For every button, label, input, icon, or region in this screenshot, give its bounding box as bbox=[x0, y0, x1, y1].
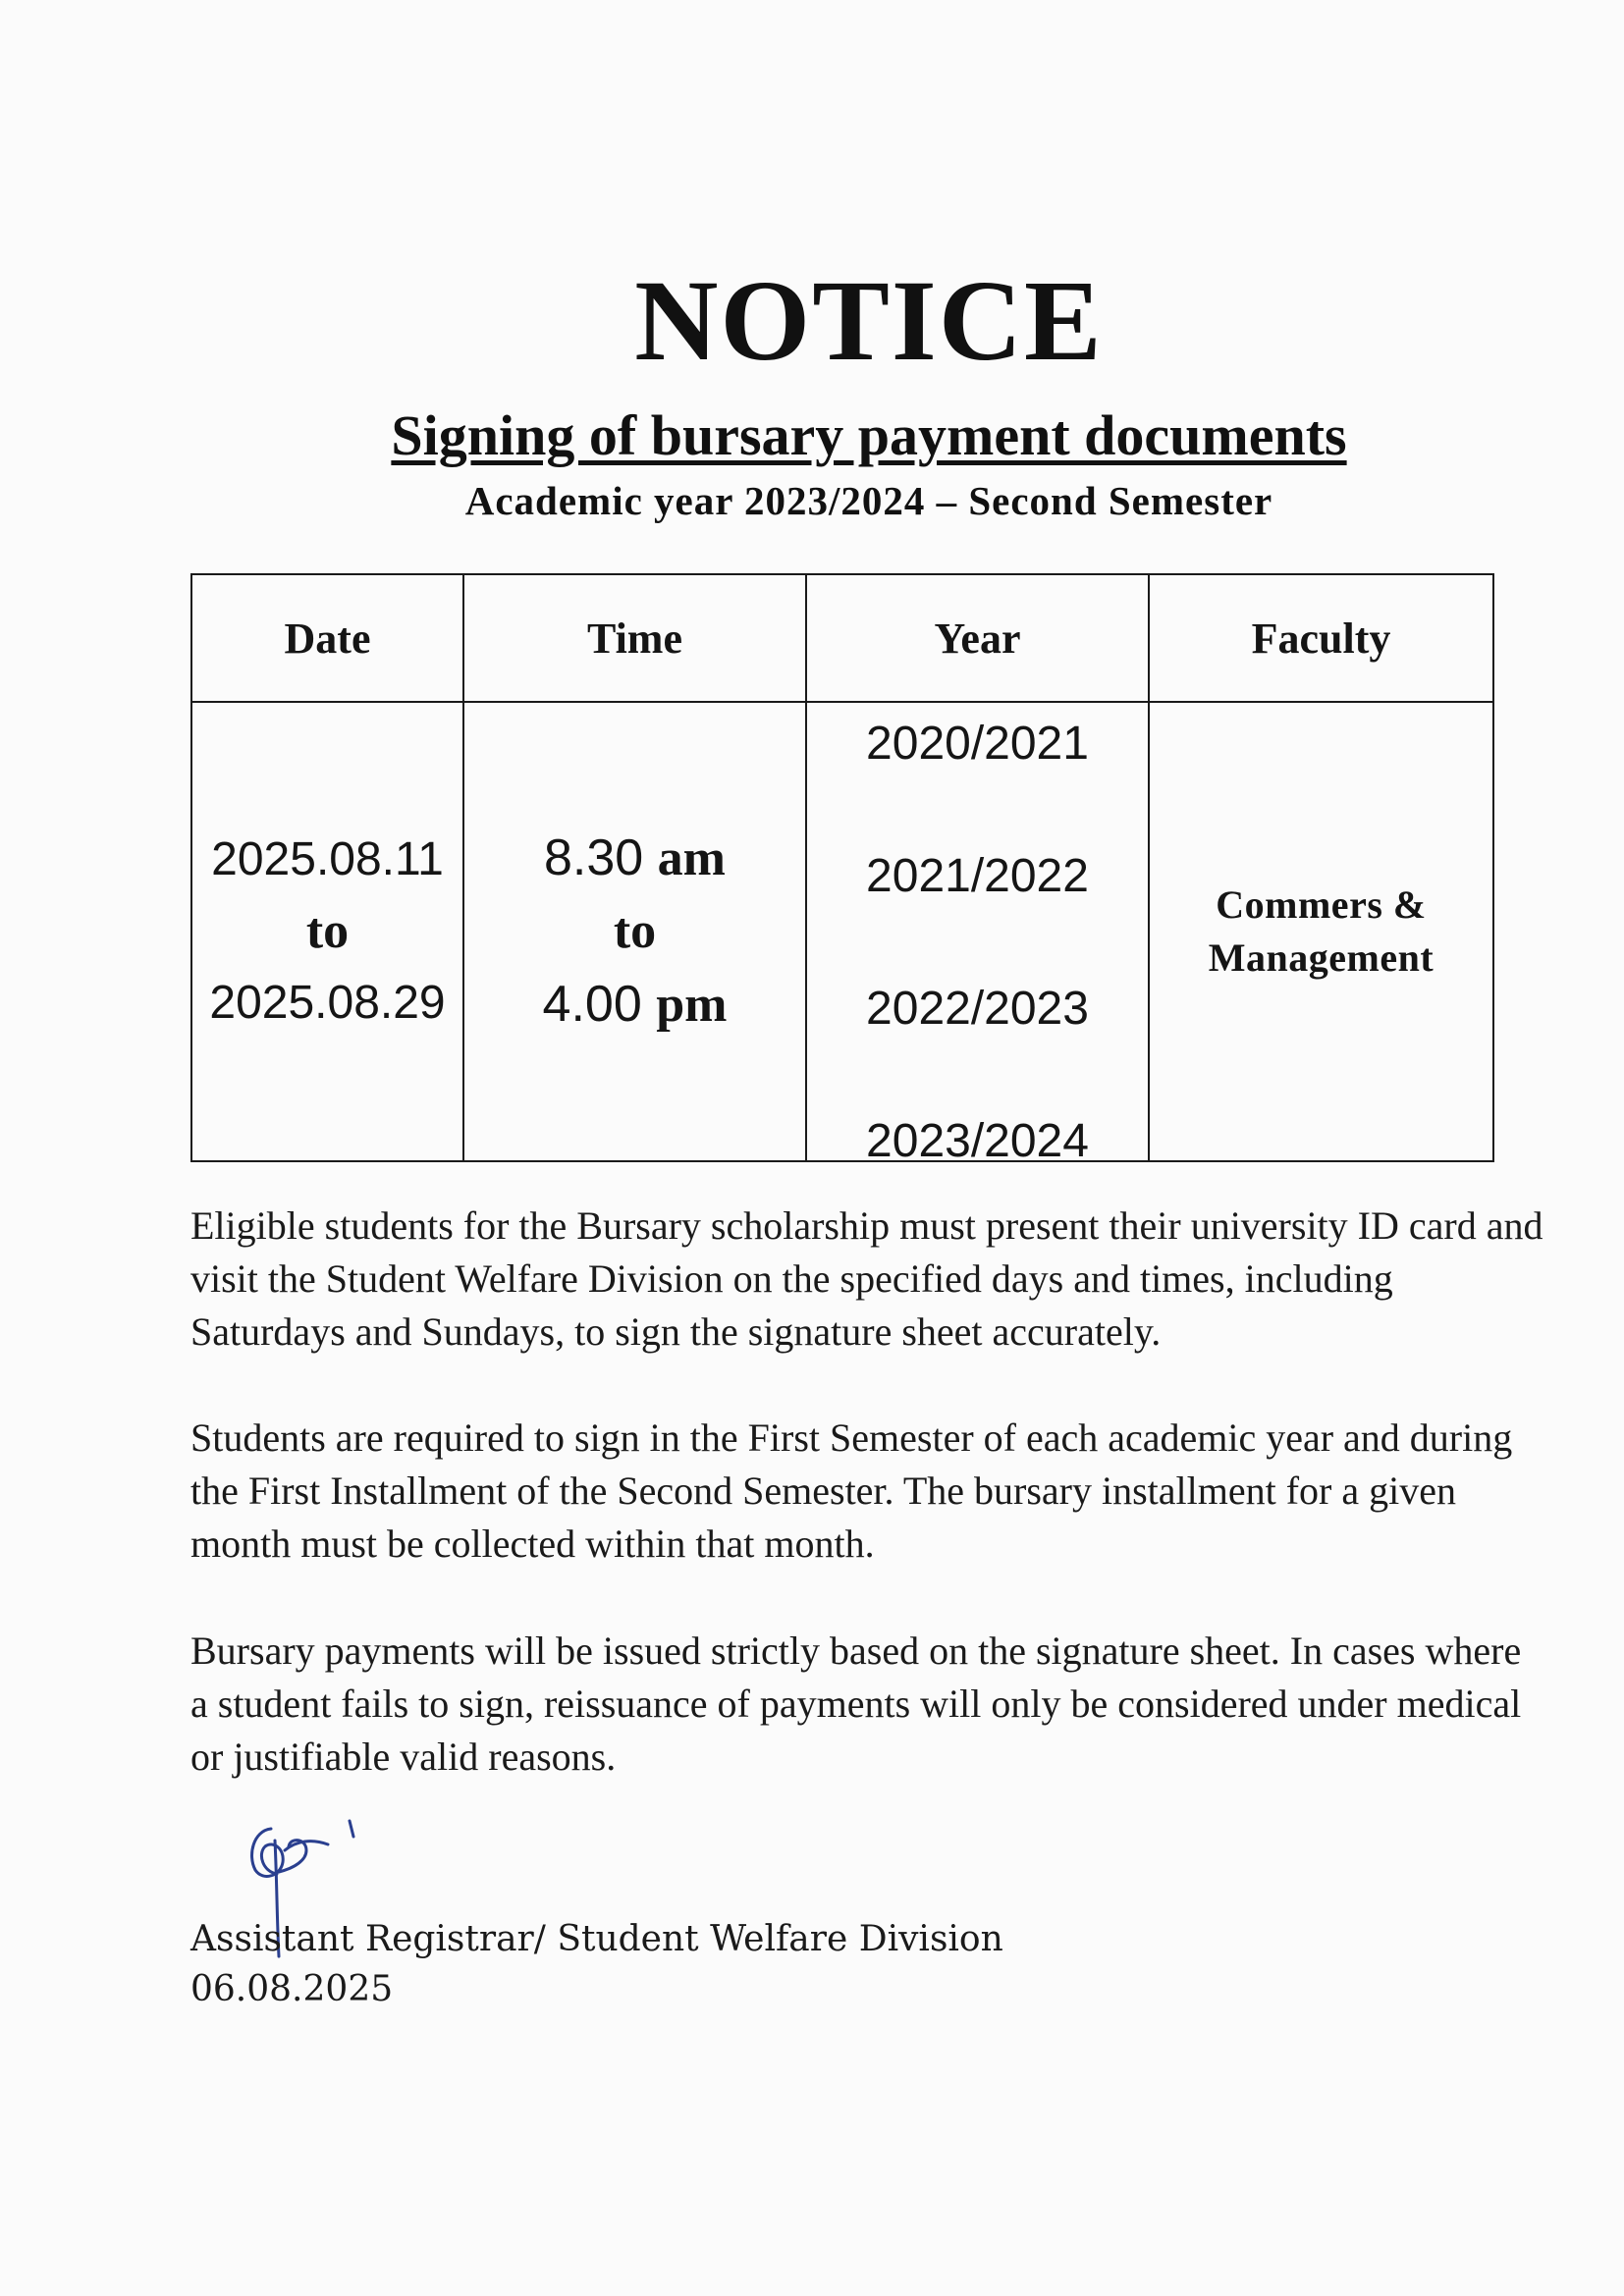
notice-subtitle: Signing of bursary payment documents bbox=[391, 403, 1347, 467]
date-connector: to bbox=[305, 903, 350, 959]
header-year: Year bbox=[806, 574, 1149, 702]
table-header-row bbox=[191, 574, 1493, 702]
year-item: 2020/2021 bbox=[866, 718, 1089, 770]
time-end-unit: pm bbox=[656, 977, 728, 1033]
paragraph-eligibility: Eligible students for the Bursary scholarship must present their university ID card and visit the Student Welfare Division on the specified days and times, including Saturdays and Sundays, to sign the signature sheet accurately. bbox=[190, 1203, 1543, 1354]
time-end-number: 4.00 bbox=[542, 976, 642, 1033]
time-start bbox=[464, 822, 805, 895]
time-connector: to bbox=[613, 903, 657, 959]
year-cell bbox=[806, 702, 1149, 1167]
faculty-line-1: Commers & bbox=[1216, 882, 1427, 927]
date-from: 2025.08.11 bbox=[211, 833, 444, 885]
academic-year-line: Academic year 2023/2024 – Second Semester bbox=[464, 478, 1273, 523]
paragraph-payments: Bursary payments will be issued strictly based on the signature sheet. In cases where a student fails to sign, reissuance of payments will only be considered under medical or justifiable valid reasons. bbox=[190, 1629, 1522, 1779]
paragraph-requirements: Students are required to sign in the First Semester of each academic year and during the First Installment of the Second Semester. The bursary installment for a given month must be collected within that month. bbox=[190, 1415, 1513, 1566]
year-list bbox=[807, 703, 1148, 1167]
time-start-unit: am bbox=[657, 830, 726, 886]
header-time: Time bbox=[463, 574, 806, 702]
date-cell bbox=[191, 702, 463, 1161]
faculty-cell bbox=[1149, 702, 1493, 1161]
header-date: Date bbox=[191, 574, 463, 702]
time-start-number: 8.30 bbox=[544, 829, 644, 886]
year-item: 2021/2022 bbox=[866, 850, 1089, 902]
faculty-line-2: Management bbox=[1208, 935, 1435, 980]
time-end bbox=[464, 968, 805, 1041]
date-until: 2025.08.29 bbox=[209, 977, 446, 1029]
time-cell bbox=[463, 702, 806, 1161]
header-faculty: Faculty bbox=[1149, 574, 1493, 702]
signatory-date: 06.08.2025 bbox=[190, 1969, 394, 2009]
year-item: 2023/2024 bbox=[866, 1115, 1089, 1167]
year-item: 2022/2023 bbox=[866, 983, 1089, 1035]
signatory-name: Assistant Registrar/ Student Welfare Division bbox=[190, 1919, 1003, 1959]
notice-title: NOTICE bbox=[634, 256, 1104, 385]
table-row bbox=[191, 702, 1493, 1161]
schedule-table bbox=[190, 573, 1494, 1167]
